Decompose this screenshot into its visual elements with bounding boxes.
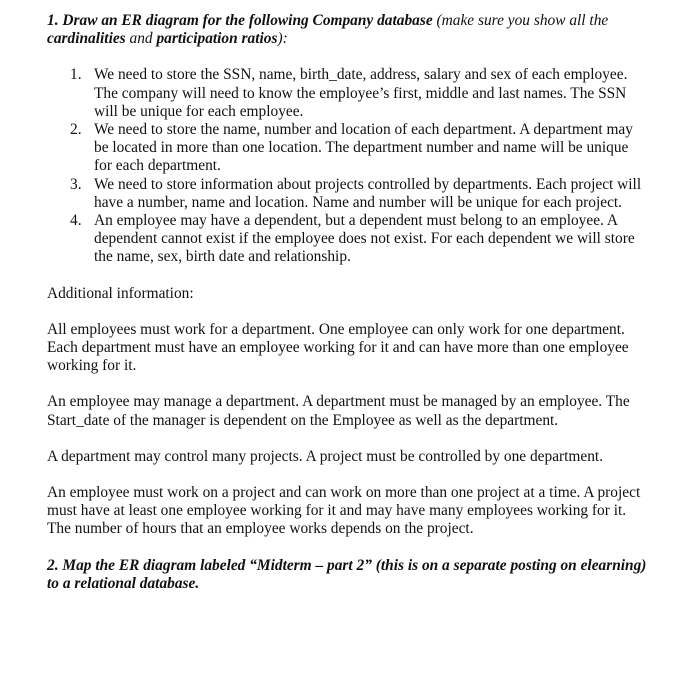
list-item-text: We need to store the name, number and location of each department. A department may be located in more than one location. The department number and name will be unique for each department.: [94, 121, 633, 175]
spacer: [47, 267, 647, 285]
paragraph: All employees must work for a department. One employee can only work for one department. Each department must have an employee working for it and can have more than one employee working for it.: [47, 320, 629, 375]
list-item-number: 1.: [70, 66, 82, 84]
list-item: [70, 121, 647, 176]
list-item-text: We need to store information about projects controlled by departments. Each project will have a number, name and location. Name and number will be unique for each project.: [94, 175, 642, 211]
cardinalities-term: cardinalities: [47, 30, 126, 48]
list-item-number: 3.: [70, 175, 82, 193]
list-item: [70, 212, 647, 267]
document-page: [47, 12, 647, 593]
question-1-title: Draw an ER diagram for the following Company database: [62, 12, 433, 29]
list-item: [70, 66, 647, 121]
question-1-number: 1.: [47, 12, 59, 29]
paragraph: An employee must work on a project and can work on more than one project at a time. A project must have at least one employee working for it and may have many employees working for it. The number of hours that an employee works depends on the project.: [47, 484, 641, 538]
paragraph: An employee may manage a department. A department must be managed by an employee. The Start_date of the manager is dependent on the Employee as well as the department.: [47, 393, 630, 429]
question-2-heading: 2. Map the ER diagram labeled “Midterm – part 2” (this is on a separate posting on elearning) to a relational database.: [47, 556, 647, 592]
spacer: [47, 539, 647, 557]
participation-term: participation ratios: [156, 30, 278, 48]
question-1-heading: [47, 12, 647, 48]
list-item: [70, 175, 647, 212]
and-word: and: [125, 30, 157, 48]
list-item-text: An employee may have a dependent, but a dependent must belong to an employee. A dependent cannot exist if the employee does not exist. For each dependent we will store the name, sex, birth date and relationship.: [94, 212, 635, 266]
question-1-instruction: (make sure you show all the: [432, 12, 609, 29]
list-item-text: We need to store the SSN, name, birth_date, address, salary and sex of each employee. The company will need to know the employee’s first, middle and last names. The SSN will be unique for each employee.: [94, 66, 628, 120]
spacer: [47, 303, 647, 321]
spacer: [47, 466, 647, 484]
additional-info-heading: Additional information:: [47, 284, 194, 302]
list-item-number: 2.: [70, 121, 82, 139]
requirements-list: [47, 66, 647, 266]
list-item-number: 4.: [70, 212, 82, 230]
question-1-end: ):: [277, 30, 288, 48]
spacer: [47, 430, 647, 448]
paragraph: A department may control many projects. A project must be controlled by one department.: [47, 447, 604, 465]
spacer: [47, 375, 647, 393]
